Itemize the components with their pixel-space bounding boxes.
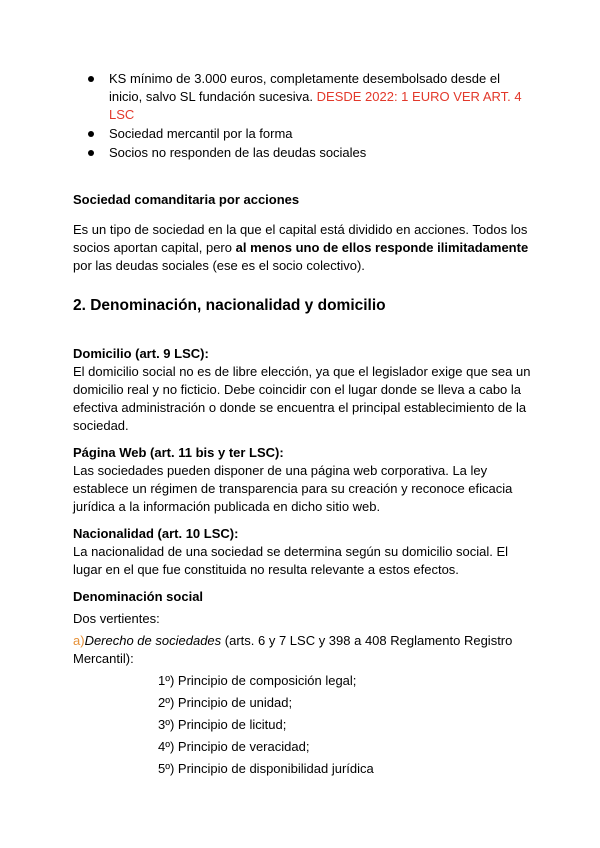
- item-a-rest: (arts. 6 y 7 LSC y 398 a 408 Reglamento Registro Mercantil):: [73, 633, 513, 666]
- bullet-text: Socios no responden de las deudas sociales: [109, 145, 367, 160]
- principle-item: 4º) Principio de veracidad;: [158, 739, 310, 754]
- list-item: [73, 125, 533, 143]
- bullet-text: Sociedad mercantil por la forma: [109, 126, 293, 141]
- domicilio-paragraph: El domicilio social no es de libre elección, ya que el legislador exige que sea un domicilio real y no ficticio. Debe coincidir con el lugar donde se lleva a cabo la efectiva administración o donde se encuentra el principal establecimiento de la sociedad.: [73, 364, 531, 433]
- bullet-highlight: DESDE 2022: 1 EURO VER ART. 4 LSC: [109, 89, 522, 122]
- comanditaria-text-after: por las deudas sociales (ese es el socio colectivo).: [73, 258, 365, 273]
- principles-list: [73, 672, 533, 778]
- bullet-dot-icon: [88, 150, 94, 156]
- item-a-marker: a): [73, 633, 85, 648]
- domicilio-heading: Domicilio (art. 9 LSC):: [73, 346, 209, 361]
- bullet-text: KS mínimo de 3.000 euros, completamente desembolsado desde el inicio, salvo SL fundación sucesiva.: [109, 71, 500, 104]
- comanditaria-paragraph: [73, 221, 533, 275]
- principle-item: 2º) Principio de unidad;: [158, 695, 293, 710]
- feature-bullet-list: [73, 70, 533, 162]
- pagina-web-paragraph: Las sociedades pueden disponer de una página web corporativa. La ley establece un régimen de transparencia para su creación y reconoce eficacia jurídica a la información publicada en dicho sitio web.: [73, 463, 513, 514]
- comanditaria-text-before: Es un tipo de sociedad en la que el capital está dividido en acciones. Todos los socios aportan capital, pero: [73, 222, 528, 255]
- comanditaria-heading: Sociedad comanditaria por acciones: [73, 192, 300, 207]
- list-item: [73, 70, 533, 124]
- document-page: [73, 70, 533, 782]
- principle-item: 5º) Principio de disponibilidad jurídica: [158, 761, 374, 776]
- principle-item: 1º) Principio de composición legal;: [158, 673, 357, 688]
- denominacion-intro: Dos vertientes:: [73, 611, 160, 626]
- bullet-dot-icon: [88, 131, 94, 137]
- pagina-web-heading: Página Web (art. 11 bis y ter LSC):: [73, 445, 284, 460]
- section-2-title: 2. Denominación, nacionalidad y domicilio: [73, 297, 386, 314]
- nacionalidad-heading: Nacionalidad (art. 10 LSC):: [73, 526, 239, 541]
- comanditaria-bold: al menos uno de ellos responde ilimitadamente: [235, 240, 529, 255]
- nacionalidad-paragraph: La nacionalidad de una sociedad se determina según su domicilio social. El lugar en el que fue constituida no resulta relevante a estos efectos.: [73, 544, 509, 577]
- denominacion-heading: Denominación social: [73, 589, 204, 604]
- list-item: [73, 144, 533, 162]
- denominacion-item-a: [73, 632, 533, 668]
- principle-item: 3º) Principio de licitud;: [158, 717, 287, 732]
- bullet-dot-icon: [88, 76, 94, 82]
- item-a-italic: Derecho de sociedades: [84, 633, 222, 648]
